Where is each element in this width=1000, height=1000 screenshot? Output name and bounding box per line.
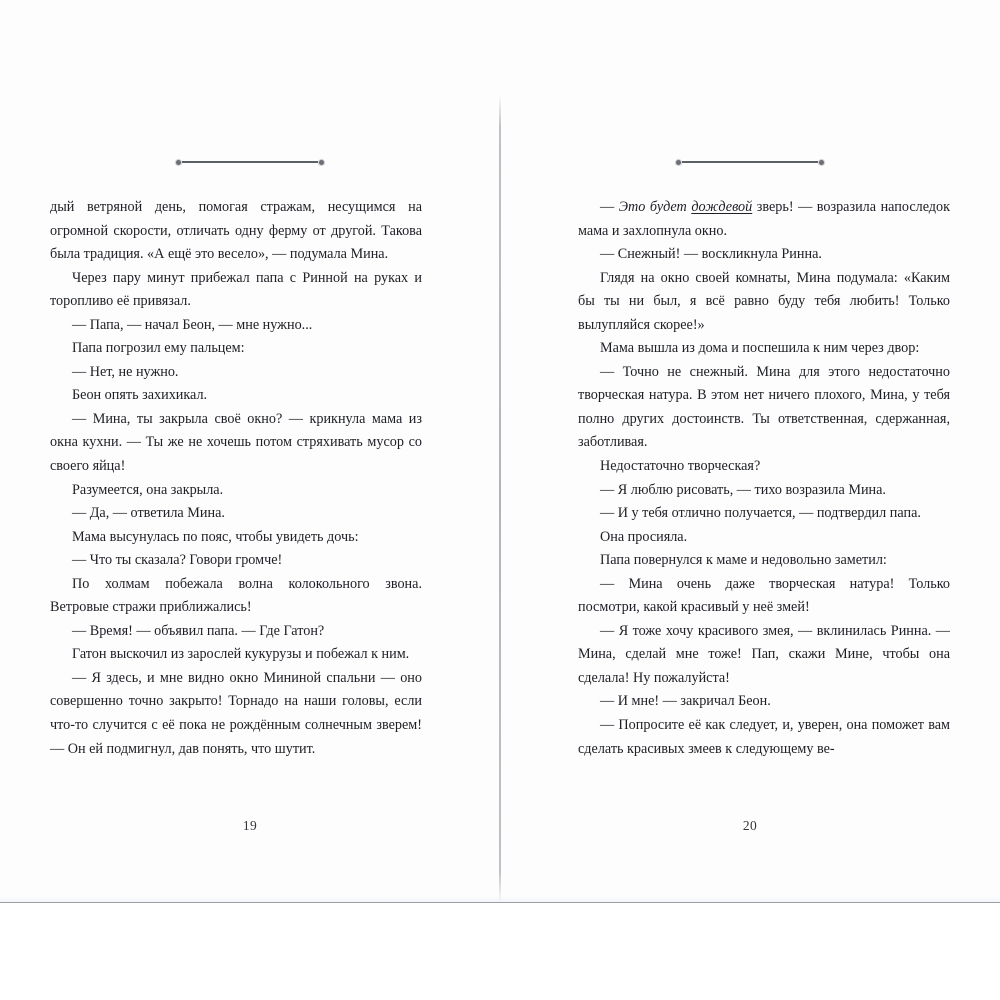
paragraph: — Мина, ты закрыла своё окно? — крикнула мама из окна кухни. — Ты же не хочешь потом стряхивать мусор со своего яйца! xyxy=(50,410,422,475)
paragraph: — Нет, не нужно. xyxy=(72,363,179,380)
left-page-folio: 19 xyxy=(242,818,258,833)
paragraph: Папа повернулся к маме и недовольно заметил: xyxy=(600,552,887,569)
paragraph: — Мина очень даже творческая натура! Только посмотри, какой красивый у неё змей! xyxy=(578,575,950,616)
paragraph: — Да, — ответила Мина. xyxy=(72,505,225,522)
paragraph: Беон опять захихикал. xyxy=(72,387,208,404)
paragraph: — Попросите её как следует, и, уверен, она поможет вам сделать красивых змеев к следующему ве- xyxy=(578,717,950,757)
paragraph: — И у тебя отлично получается, — подтвердил папа. xyxy=(600,505,921,522)
ornament-dot-right-icon xyxy=(819,160,824,165)
paragraph: — И мне! — закричал Беон. xyxy=(600,693,771,710)
ornament-line-icon xyxy=(682,161,818,163)
right-page-textblock xyxy=(578,196,950,761)
ornament-dot-left-icon xyxy=(676,160,681,165)
paragraph: Мама высунулась по пояс, чтобы увидеть дочь: xyxy=(72,528,359,545)
left-page-textblock xyxy=(50,196,422,761)
paragraph: дый ветряной день, помогая стражам, несущимся на огромной скорости, отличать одну ферму от другой. Такова была традиция. «А ещё это весело», — подумала Мина. xyxy=(50,199,422,263)
paragraph: Глядя на окно своей комнаты, Мина подумала: «Каким бы ты ни был, я всё равно буду тебя любить! Только вылупляйся скорее!» xyxy=(578,269,950,333)
paragraph: Через пару минут прибежал папа с Ринной на руках и торопливо её привязал. xyxy=(50,269,422,310)
ornament-dot-right-icon xyxy=(319,160,324,165)
paragraph: — Я тоже хочу красивого змея, — вклинилась Ринна. — Мина, сделай мне тоже! Пап, скажи Мине, чтобы она сделала! Ну пожалуйста! xyxy=(578,622,950,686)
paragraph: Мама вышла из дома и поспешила к ним через двор: xyxy=(600,340,920,357)
paragraph: — Папа, — начал Беон, — мне нужно... xyxy=(72,316,313,333)
paragraph: — Я здесь, и мне видно окно Мининой спальни — оно совершенно точно закрыто! Торнадо на наши головы, если что-то случится с её пока не рождённым солнечным зверем! — Он ей подмигнул, дав понять, что шутит. xyxy=(50,669,422,757)
ornament-divider-icon xyxy=(176,157,324,167)
paragraph: — Я люблю рисовать, — тихо возразила Мина. xyxy=(600,481,886,498)
emphasized-text: дождевой xyxy=(691,199,753,215)
ornament-dot-left-icon xyxy=(176,160,181,165)
paragraph: Недостаточно творческая? xyxy=(600,458,761,475)
ornament-line-icon xyxy=(182,161,318,163)
left-page xyxy=(0,0,500,903)
paragraph: — Точно не снежный. Мина для этого недостаточно творческая натура. В этом нет ничего плохого, Мина, у тебя полно других достоинств. Ты ответственная, сдержанная, заботливая. xyxy=(578,363,950,451)
paragraph: По холмам побежала волна колокольного звона. Ветровые стражи приближались! xyxy=(50,575,422,616)
right-page-folio: 20 xyxy=(742,818,758,833)
emphasized-text: Это будет xyxy=(618,199,692,215)
paragraph: Разумеется, она закрыла. xyxy=(72,481,224,498)
paragraph: — Время! — объявил папа. — Где Гатон? xyxy=(72,622,325,639)
paragraph: — Что ты сказала? Говори громче! xyxy=(72,552,283,569)
ornament-divider-icon xyxy=(676,157,824,167)
right-page xyxy=(500,0,1000,903)
paragraph: — Это будет дождевой зверь! — возразила напоследок мама и захлопнула окно. xyxy=(578,199,951,239)
paragraph: — Снежный! — воскликнула Ринна. xyxy=(600,246,822,263)
paragraph: Гатон выскочил из зарослей кукурузы и побежал к ним. xyxy=(72,646,410,663)
paragraph: Папа погрозил ему пальцем: xyxy=(72,340,245,357)
paragraph: Она просияла. xyxy=(600,528,688,545)
